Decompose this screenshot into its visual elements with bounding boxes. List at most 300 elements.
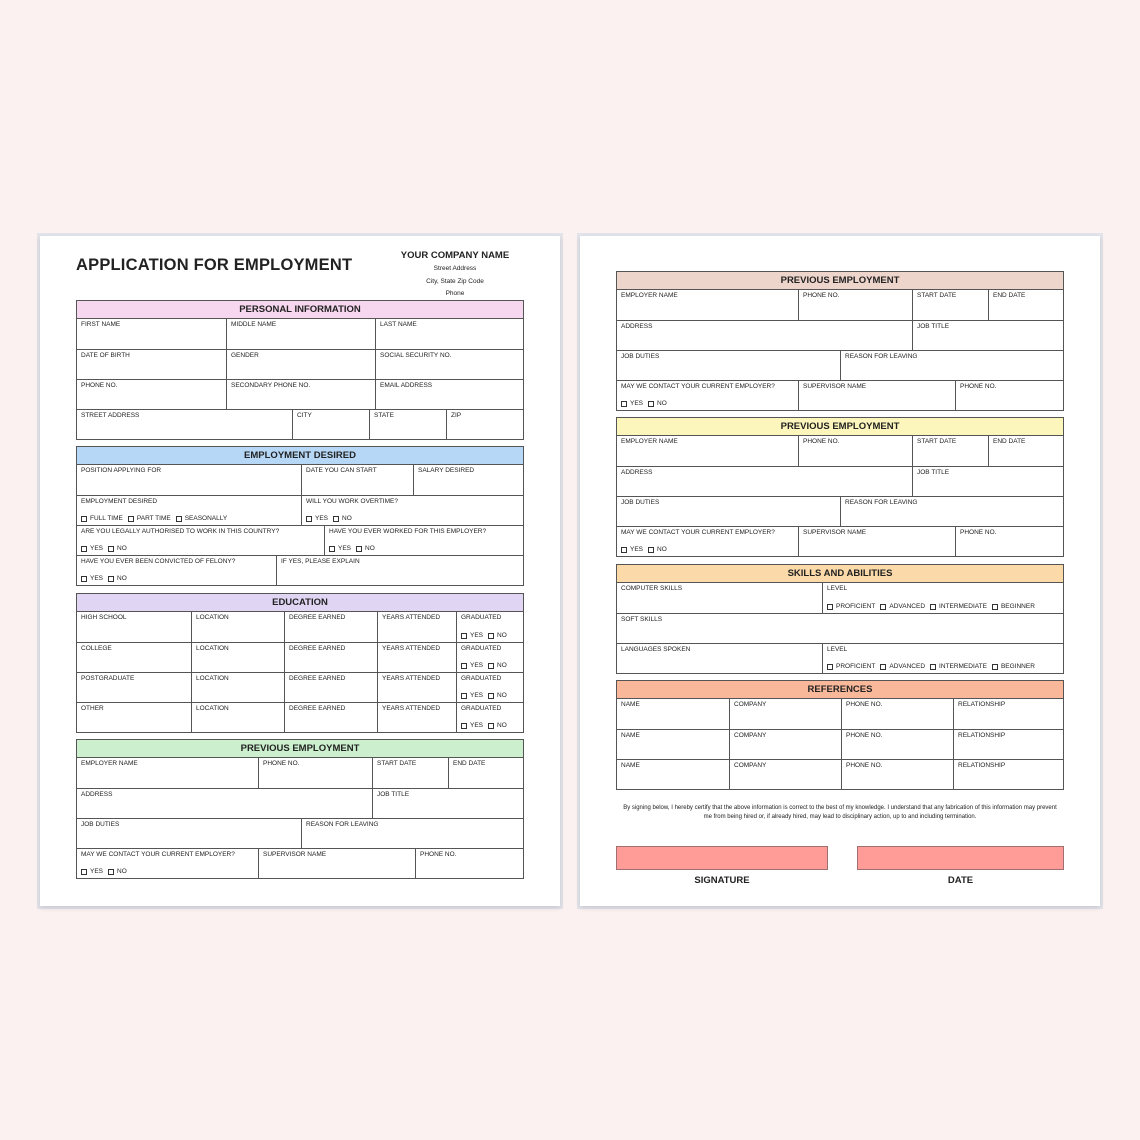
field-label: END DATE xyxy=(993,438,1026,445)
field-label: YEARS ATTENDED xyxy=(382,705,441,712)
section-title: REFERENCES xyxy=(617,681,1063,699)
contact-no-checkbox[interactable] xyxy=(648,547,654,553)
signature-label: SIGNATURE xyxy=(694,875,750,886)
state-field[interactable] xyxy=(369,410,446,439)
field-label: RELATIONSHIP xyxy=(958,762,1006,769)
field-label: COMPANY xyxy=(734,732,767,739)
field-label: PHONE NO. xyxy=(960,529,997,536)
option-label: NO xyxy=(117,575,127,582)
proficient-checkbox[interactable] xyxy=(827,604,833,610)
reference-phone-field[interactable] xyxy=(841,760,953,789)
employer-name-field[interactable] xyxy=(617,436,798,466)
field-label: RELATIONSHIP xyxy=(958,732,1006,739)
form-row xyxy=(77,409,523,439)
location-field[interactable] xyxy=(191,703,284,732)
field-label: SUPERVISOR NAME xyxy=(803,529,867,536)
field-label: NAME xyxy=(621,762,640,769)
felony-no-checkbox[interactable] xyxy=(108,576,114,582)
field-label: REASON FOR LEAVING xyxy=(306,821,379,828)
field-label: NAME xyxy=(621,701,640,708)
option-label: BEGINNER xyxy=(1000,663,1035,670)
field-label: EMAIL ADDRESS xyxy=(380,382,433,389)
field-label: DATE OF BIRTH xyxy=(81,352,130,359)
field-label: ARE YOU LEGALLY AUTHORISED TO WORK IN THIS COUNTRY? xyxy=(81,528,280,535)
overtime-field xyxy=(301,496,523,525)
degree-field[interactable] xyxy=(284,612,377,642)
field-label: HAVE YOU EVER BEEN CONVICTED OF FELONY? xyxy=(81,558,236,565)
beginner-checkbox[interactable] xyxy=(992,604,998,610)
form-row xyxy=(77,349,523,379)
option-label: ADVANCED xyxy=(889,603,926,610)
start-date-field[interactable] xyxy=(301,465,413,495)
field-label: DEGREE EARNED xyxy=(289,705,346,712)
field-label: STREET ADDRESS xyxy=(81,412,140,419)
part-time-checkbox[interactable] xyxy=(128,516,134,522)
computer-skill-level-field xyxy=(822,583,1063,613)
option-label: NO xyxy=(117,868,127,875)
supervisor-name-field[interactable] xyxy=(798,527,955,556)
date-field[interactable] xyxy=(857,846,1064,870)
field-label: POSITION APPLYING FOR xyxy=(81,467,162,474)
field-label: HIGH SCHOOL xyxy=(81,614,127,621)
date-of-birth-field[interactable] xyxy=(77,350,226,379)
section-title: PERSONAL INFORMATION xyxy=(77,301,523,319)
field-label: SUPERVISOR NAME xyxy=(263,851,327,858)
middle-name-field[interactable] xyxy=(226,319,375,349)
address-field[interactable] xyxy=(617,321,912,350)
start-date-field[interactable] xyxy=(912,290,988,320)
start-date-field[interactable] xyxy=(372,758,448,788)
option-label: YES xyxy=(630,546,644,553)
contact-no-checkbox[interactable] xyxy=(108,869,114,875)
field-label: START DATE xyxy=(917,438,957,445)
option-label: NO xyxy=(497,632,507,639)
section-title: SKILLS AND ABILITIES xyxy=(617,565,1063,583)
field-label: ZIP xyxy=(451,412,462,419)
form-row xyxy=(617,380,1063,410)
field-label: END DATE xyxy=(453,760,486,767)
field-label: ADDRESS xyxy=(621,323,653,330)
field-label: REASON FOR LEAVING xyxy=(845,499,918,506)
degree-field[interactable] xyxy=(284,643,377,672)
reference-phone-field[interactable] xyxy=(841,730,953,759)
field-label: COLLEGE xyxy=(81,645,112,652)
field-label: HAVE YOU EVER WORKED FOR THIS EMPLOYER? xyxy=(329,528,487,535)
graduated-no-checkbox[interactable] xyxy=(488,693,494,699)
authorised-field xyxy=(77,526,324,555)
beginner-checkbox[interactable] xyxy=(992,664,998,670)
certification-note: By signing below, I hereby certify that the above information is correct to the best of my knowledge. I understand that any fabrication of this information may prevent me from being hired or, if already hired, may lead to disciplinary action, up to and including termination. xyxy=(623,805,1057,820)
field-label: JOB DUTIES xyxy=(621,353,660,360)
option-label: ADVANCED xyxy=(889,663,926,670)
field-label: FIRST NAME xyxy=(81,321,121,328)
field-label: YEARS ATTENDED xyxy=(382,614,441,621)
gender-field[interactable] xyxy=(226,350,375,379)
college-field[interactable] xyxy=(77,643,191,672)
education-row xyxy=(77,642,523,672)
field-label: SALARY DESIRED xyxy=(418,467,475,474)
company-street: Street Address xyxy=(433,265,477,272)
secondary-phone-field[interactable] xyxy=(226,380,375,409)
worked-before-no-checkbox[interactable] xyxy=(356,546,362,552)
section-title: PREVIOUS EMPLOYMENT xyxy=(617,272,1063,290)
form-row xyxy=(77,758,523,788)
previous-employment-section xyxy=(616,417,1064,557)
field-label: MIDDLE NAME xyxy=(231,321,277,328)
section-title: PREVIOUS EMPLOYMENT xyxy=(617,418,1063,436)
company-name: YOUR COMPANY NAME xyxy=(400,250,510,261)
option-label: NO xyxy=(657,546,667,553)
field-label: LOCATION xyxy=(196,645,229,652)
last-name-field[interactable] xyxy=(375,319,523,349)
form-row xyxy=(617,320,1063,350)
option-label: FULL TIME xyxy=(90,515,123,522)
form-row xyxy=(77,788,523,818)
location-field[interactable] xyxy=(191,612,284,642)
field-label: LEVEL xyxy=(827,585,848,592)
skills-section xyxy=(616,564,1064,674)
field-label: RELATIONSHIP xyxy=(958,701,1006,708)
supervisor-phone-field[interactable] xyxy=(955,527,1063,556)
field-label: ADDRESS xyxy=(621,469,653,476)
section-title: EMPLOYMENT DESIRED xyxy=(77,447,523,465)
field-label: IF YES, PLEASE EXPLAIN xyxy=(281,558,360,565)
education-row xyxy=(77,672,523,702)
field-label: YEARS ATTENDED xyxy=(382,675,441,682)
option-label: YES xyxy=(90,575,104,582)
field-label: JOB TITLE xyxy=(917,469,950,476)
employer-name-field[interactable] xyxy=(77,758,258,788)
reference-name-field[interactable] xyxy=(617,730,729,759)
job-duties-field[interactable] xyxy=(617,497,840,526)
first-name-field[interactable] xyxy=(77,319,226,349)
option-label: NO xyxy=(497,722,507,729)
employment-type-field xyxy=(77,496,301,525)
field-label: LOCATION xyxy=(196,705,229,712)
field-label: PHONE NO. xyxy=(846,732,883,739)
job-title-field[interactable] xyxy=(372,789,523,818)
authorised-yes-checkbox[interactable] xyxy=(81,546,87,552)
field-label: CITY xyxy=(297,412,312,419)
reason-for-leaving-field[interactable] xyxy=(301,819,523,848)
graduated-field xyxy=(456,612,523,642)
option-label: PROFICIENT xyxy=(836,663,876,670)
worked-before-field xyxy=(324,526,523,555)
degree-field[interactable] xyxy=(284,703,377,732)
field-label: LOCATION xyxy=(196,614,229,621)
overtime-yes-checkbox[interactable] xyxy=(306,516,312,522)
form-page-1 xyxy=(40,236,560,906)
field-label: STATE xyxy=(374,412,394,419)
seasonally-checkbox[interactable] xyxy=(176,516,182,522)
languages-field[interactable] xyxy=(617,644,822,673)
reference-row xyxy=(617,759,1063,789)
graduated-yes-checkbox[interactable] xyxy=(461,723,467,729)
graduated-yes-checkbox[interactable] xyxy=(461,663,467,669)
field-label: DEGREE EARNED xyxy=(289,614,346,621)
job-title-field[interactable] xyxy=(912,321,1063,350)
field-label: EMPLOYER NAME xyxy=(81,760,138,767)
advanced-checkbox[interactable] xyxy=(880,664,886,670)
form-row xyxy=(617,350,1063,380)
contact-no-checkbox[interactable] xyxy=(648,401,654,407)
reference-company-field[interactable] xyxy=(729,730,841,759)
field-label: JOB DUTIES xyxy=(81,821,120,828)
option-label: NO xyxy=(497,662,507,669)
intermediate-checkbox[interactable] xyxy=(930,664,936,670)
field-label: PHONE NO. xyxy=(803,438,840,445)
form-row xyxy=(77,495,523,525)
years-field[interactable] xyxy=(377,643,456,672)
ssn-field[interactable] xyxy=(375,350,523,379)
graduated-yes-checkbox[interactable] xyxy=(461,633,467,639)
option-label: YES xyxy=(470,722,484,729)
option-label: NO xyxy=(365,545,375,552)
felony-yes-checkbox[interactable] xyxy=(81,576,87,582)
reference-row xyxy=(617,699,1063,729)
section-title: EDUCATION xyxy=(77,594,523,612)
location-field[interactable] xyxy=(191,673,284,702)
form-title: APPLICATION FOR EMPLOYMENT xyxy=(76,256,353,274)
field-label: EMPLOYMENT DESIRED xyxy=(81,498,158,505)
field-label: GRADUATED xyxy=(461,614,502,621)
graduated-yes-checkbox[interactable] xyxy=(461,693,467,699)
field-label: COMPANY xyxy=(734,762,767,769)
option-label: NO xyxy=(342,515,352,522)
field-label: COMPANY xyxy=(734,701,767,708)
date-label: DATE xyxy=(947,875,974,886)
option-label: INTERMEDIATE xyxy=(939,603,987,610)
field-label: DEGREE EARNED xyxy=(289,675,346,682)
option-label: NO xyxy=(657,400,667,407)
felony-explain-field[interactable] xyxy=(276,556,523,585)
field-label: LANGUAGES SPOKEN xyxy=(621,646,691,653)
field-label: GRADUATED xyxy=(461,645,502,652)
option-label: NO xyxy=(117,545,127,552)
job-duties-field[interactable] xyxy=(77,819,301,848)
option-label: NO xyxy=(497,692,507,699)
end-date-field[interactable] xyxy=(988,436,1063,466)
contact-employer-field xyxy=(77,849,258,878)
advanced-checkbox[interactable] xyxy=(880,604,886,610)
graduated-no-checkbox[interactable] xyxy=(488,723,494,729)
field-label: WILL YOU WORK OVERTIME? xyxy=(306,498,398,505)
contact-yes-checkbox[interactable] xyxy=(621,401,627,407)
form-row xyxy=(77,525,523,555)
high-school-field[interactable] xyxy=(77,612,191,642)
contact-yes-checkbox[interactable] xyxy=(621,547,627,553)
option-label: PART TIME xyxy=(136,515,171,522)
field-label: ADDRESS xyxy=(81,791,113,798)
company-phone: Phone xyxy=(445,290,465,297)
form-row xyxy=(77,379,523,409)
field-label: DEGREE EARNED xyxy=(289,645,346,652)
reference-row xyxy=(617,729,1063,759)
option-label: YES xyxy=(470,632,484,639)
field-label: LEVEL xyxy=(827,646,848,653)
intermediate-checkbox[interactable] xyxy=(930,604,936,610)
form-row xyxy=(617,290,1063,320)
supervisor-phone-field[interactable] xyxy=(415,849,523,878)
field-label: JOB TITLE xyxy=(377,791,410,798)
job-title-field[interactable] xyxy=(912,467,1063,496)
overtime-no-checkbox[interactable] xyxy=(333,516,339,522)
field-label: REASON FOR LEAVING xyxy=(845,353,918,360)
email-field[interactable] xyxy=(375,380,523,409)
years-field[interactable] xyxy=(377,703,456,732)
years-field[interactable] xyxy=(377,673,456,702)
field-label: NAME xyxy=(621,732,640,739)
field-label: GRADUATED xyxy=(461,705,502,712)
form-row xyxy=(77,555,523,585)
reference-company-field[interactable] xyxy=(729,760,841,789)
option-label: YES xyxy=(90,868,104,875)
field-label: SOCIAL SECURITY NO. xyxy=(380,352,452,359)
option-label: YES xyxy=(630,400,644,407)
city-field[interactable] xyxy=(292,410,369,439)
option-label: YES xyxy=(338,545,352,552)
field-label: END DATE xyxy=(993,292,1026,299)
reference-company-field[interactable] xyxy=(729,699,841,729)
education-section xyxy=(76,593,524,733)
reference-relationship-field[interactable] xyxy=(953,760,1063,789)
salary-field[interactable] xyxy=(413,465,523,495)
form-row xyxy=(617,613,1063,643)
reference-relationship-field[interactable] xyxy=(953,730,1063,759)
employer-phone-field[interactable] xyxy=(258,758,372,788)
field-label: PHONE NO. xyxy=(846,762,883,769)
reference-name-field[interactable] xyxy=(617,699,729,729)
references-section xyxy=(616,680,1064,790)
option-label: YES xyxy=(90,545,104,552)
field-label: START DATE xyxy=(917,292,957,299)
contact-employer-field xyxy=(617,381,798,410)
employer-phone-field[interactable] xyxy=(798,290,912,320)
form-row xyxy=(617,496,1063,526)
reference-phone-field[interactable] xyxy=(841,699,953,729)
other-education-field[interactable] xyxy=(77,703,191,732)
zip-field[interactable] xyxy=(446,410,523,439)
previous-employment-section xyxy=(76,739,524,879)
form-row xyxy=(617,436,1063,466)
end-date-field[interactable] xyxy=(448,758,523,788)
graduated-field xyxy=(456,643,523,672)
employment-desired-section xyxy=(76,446,524,586)
years-field[interactable] xyxy=(377,612,456,642)
field-label: EMPLOYER NAME xyxy=(621,438,678,445)
job-duties-field[interactable] xyxy=(617,351,840,380)
option-label: YES xyxy=(470,662,484,669)
form-row xyxy=(617,526,1063,556)
position-field[interactable] xyxy=(77,465,301,495)
field-label: JOB TITLE xyxy=(917,323,950,330)
authorised-no-checkbox[interactable] xyxy=(108,546,114,552)
option-label: YES xyxy=(470,692,484,699)
form-row xyxy=(617,466,1063,496)
field-label: SUPERVISOR NAME xyxy=(803,383,867,390)
supervisor-name-field[interactable] xyxy=(798,381,955,410)
contact-employer-field xyxy=(617,527,798,556)
field-label: PHONE NO. xyxy=(803,292,840,299)
previous-employment-section xyxy=(616,271,1064,411)
start-date-field[interactable] xyxy=(912,436,988,466)
form-row xyxy=(77,848,523,878)
contact-yes-checkbox[interactable] xyxy=(81,869,87,875)
language-level-field xyxy=(822,644,1063,673)
form-row xyxy=(77,465,523,495)
reason-for-leaving-field[interactable] xyxy=(840,497,1063,526)
field-label: YEARS ATTENDED xyxy=(382,645,441,652)
field-label: POSTGRADUATE xyxy=(81,675,135,682)
education-row xyxy=(77,702,523,732)
field-label: JOB DUTIES xyxy=(621,499,660,506)
education-row xyxy=(77,612,523,642)
field-label: GENDER xyxy=(231,352,259,359)
field-label: LAST NAME xyxy=(380,321,417,328)
graduated-no-checkbox[interactable] xyxy=(488,633,494,639)
field-label: SECONDARY PHONE NO. xyxy=(231,382,311,389)
soft-skills-field[interactable] xyxy=(617,614,1063,643)
field-label: MAY WE CONTACT YOUR CURRENT EMPLOYER? xyxy=(621,529,775,536)
option-label: BEGINNER xyxy=(1000,603,1035,610)
graduated-field xyxy=(456,703,523,732)
computer-skills-field[interactable] xyxy=(617,583,822,613)
address-field[interactable] xyxy=(77,789,372,818)
field-label: MAY WE CONTACT YOUR CURRENT EMPLOYER? xyxy=(81,851,235,858)
full-time-checkbox[interactable] xyxy=(81,516,87,522)
proficient-checkbox[interactable] xyxy=(827,664,833,670)
field-label: LOCATION xyxy=(196,675,229,682)
degree-field[interactable] xyxy=(284,673,377,702)
graduated-field xyxy=(456,673,523,702)
form-row xyxy=(617,583,1063,613)
option-label: YES xyxy=(315,515,329,522)
field-label: MAY WE CONTACT YOUR CURRENT EMPLOYER? xyxy=(621,383,775,390)
field-label: OTHER xyxy=(81,705,104,712)
section-title: PREVIOUS EMPLOYMENT xyxy=(77,740,523,758)
employer-phone-field[interactable] xyxy=(798,436,912,466)
form-row xyxy=(617,643,1063,673)
field-label: PHONE NO. xyxy=(263,760,300,767)
field-label: START DATE xyxy=(377,760,417,767)
location-field[interactable] xyxy=(191,643,284,672)
option-label: INTERMEDIATE xyxy=(939,663,987,670)
field-label: DATE YOU CAN START xyxy=(306,467,377,474)
phone-field[interactable] xyxy=(77,380,226,409)
form-row xyxy=(77,818,523,848)
signature-field[interactable] xyxy=(616,846,828,870)
graduated-no-checkbox[interactable] xyxy=(488,663,494,669)
felony-field xyxy=(77,556,276,585)
reference-name-field[interactable] xyxy=(617,760,729,789)
postgraduate-field[interactable] xyxy=(77,673,191,702)
field-label: PHONE NO. xyxy=(420,851,457,858)
reference-relationship-field[interactable] xyxy=(953,699,1063,729)
employer-name-field[interactable] xyxy=(617,290,798,320)
end-date-field[interactable] xyxy=(988,290,1063,320)
personal-information-section xyxy=(76,300,524,440)
reason-for-leaving-field[interactable] xyxy=(840,351,1063,380)
address-field[interactable] xyxy=(617,467,912,496)
supervisor-phone-field[interactable] xyxy=(955,381,1063,410)
field-label: GRADUATED xyxy=(461,675,502,682)
worked-before-yes-checkbox[interactable] xyxy=(329,546,335,552)
field-label: EMPLOYER NAME xyxy=(621,292,678,299)
street-address-field[interactable] xyxy=(77,410,292,439)
option-label: SEASONALLY xyxy=(184,515,228,522)
field-label: PHONE NO. xyxy=(81,382,118,389)
supervisor-name-field[interactable] xyxy=(258,849,415,878)
